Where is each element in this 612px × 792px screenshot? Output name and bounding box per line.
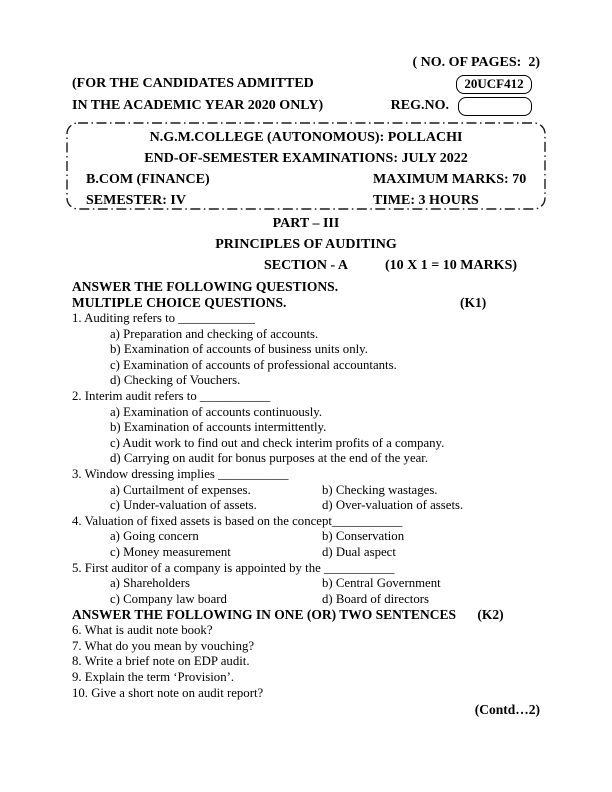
page-content bbox=[72, 52, 540, 718]
question-8: 8. Write a brief note on EDP audit. bbox=[72, 654, 250, 669]
part-title: PART – III bbox=[272, 216, 340, 231]
question-5-option-d: d) Board of directors bbox=[322, 591, 429, 606]
mcq-instruction-line bbox=[72, 295, 540, 311]
reg-no-label: REG.NO. bbox=[390, 98, 449, 113]
question-5: 5. First auditor of a company is appointed by the ___________ bbox=[72, 560, 395, 575]
admitted-line-1: (FOR THE CANDIDATES ADMITTED bbox=[72, 76, 314, 91]
section-label: SECTION - A bbox=[263, 258, 349, 273]
short-answer-instruction: ANSWER THE FOLLOWING IN ONE (OR) TWO SENTENCES bbox=[72, 607, 456, 623]
semester-row bbox=[66, 190, 546, 211]
section-marks: (10 X 1 = 10 MARKS) bbox=[385, 258, 518, 273]
college-name: N.G.M.COLLEGE (AUTONOMOUS): POLLACHI bbox=[149, 130, 463, 145]
admitted-line-2: IN THE ACADEMIC YEAR 2020 ONLY) bbox=[72, 98, 324, 113]
question-4-option-b: b) Conservation bbox=[322, 529, 405, 544]
header-row-2 bbox=[72, 95, 540, 117]
question-5-option-c: c) Company law board bbox=[110, 591, 227, 606]
question-9: 9. Explain the term ‘Provision’. bbox=[72, 670, 235, 685]
question-3: 3. Window dressing implies ___________ bbox=[72, 466, 289, 481]
question-4-option-c: c) Money measurement bbox=[110, 544, 231, 559]
question-4-options-row-1 bbox=[110, 529, 540, 545]
contd-note: (Contd…2) bbox=[474, 702, 540, 718]
question-2-option-c: c) Audit work to find out and check interim profits of a company. bbox=[110, 435, 445, 450]
question-1-option-c: c) Examination of accounts of professional accountants. bbox=[110, 357, 397, 372]
answer-instruction: ANSWER THE FOLLOWING QUESTIONS. bbox=[72, 279, 339, 294]
question-4-option-a: a) Going concern bbox=[110, 529, 199, 544]
section-line bbox=[72, 255, 540, 276]
question-5-options-row-1 bbox=[110, 576, 540, 592]
max-marks: MAXIMUM MARKS: 70 bbox=[373, 172, 527, 187]
question-7: 7. What do you mean by vouching? bbox=[72, 638, 255, 653]
question-1-option-d: d) Checking of Vouchers. bbox=[110, 373, 241, 388]
header-row-1 bbox=[72, 73, 540, 95]
question-4-option-d: d) Dual aspect bbox=[322, 544, 396, 559]
question-3-option-b: b) Checking wastages. bbox=[322, 482, 438, 497]
question-4: 4. Valuation of fixed assets is based on the concept___________ bbox=[72, 513, 403, 528]
question-6: 6. What is audit note book? bbox=[72, 623, 213, 638]
question-4-options-row-2 bbox=[110, 545, 540, 561]
question-1-option-a: a) Preparation and checking of accounts. bbox=[110, 326, 319, 341]
reg-no-group bbox=[391, 97, 540, 116]
question-2-option-d: d) Carrying on audit for bonus purposes at the end of the year. bbox=[110, 451, 429, 466]
exam-header-box bbox=[66, 122, 546, 210]
exam-title: END-OF-SEMESTER EXAMINATIONS: JULY 2022 bbox=[144, 151, 468, 166]
subject-title: PRINCIPLES OF AUDITING bbox=[215, 237, 397, 252]
semester: SEMESTER: IV bbox=[86, 193, 186, 208]
reg-no-box bbox=[458, 97, 532, 116]
k2-tag: (K2) bbox=[477, 607, 504, 623]
question-3-option-c: c) Under-valuation of assets. bbox=[110, 498, 257, 513]
question-3-options-row-2 bbox=[110, 498, 540, 514]
question-3-option-d: d) Over-valuation of assets. bbox=[322, 498, 464, 513]
question-3-option-a: a) Curtailment of expenses. bbox=[110, 482, 251, 497]
mcq-instruction: MULTIPLE CHOICE QUESTIONS. bbox=[72, 295, 287, 310]
question-3-options-row-1 bbox=[110, 483, 540, 499]
question-5-option-b: b) Central Government bbox=[322, 576, 441, 591]
course-code-box: 20UCF412 bbox=[456, 75, 532, 94]
program-row bbox=[66, 169, 546, 190]
program-name: B.COM (FINANCE) bbox=[86, 172, 210, 187]
question-10: 10. Give a short note on audit report? bbox=[72, 685, 264, 700]
question-2-option-a: a) Examination of accounts continuously. bbox=[110, 404, 323, 419]
exam-time: TIME: 3 HOURS bbox=[373, 193, 479, 208]
question-1: 1. Auditing refers to ____________ bbox=[72, 311, 256, 325]
k1-tag: (K1) bbox=[460, 295, 487, 310]
question-2-option-b: b) Examination of accounts intermittently. bbox=[110, 420, 327, 435]
questions-area bbox=[72, 311, 540, 701]
no-of-pages: ( NO. OF PAGES: 2) bbox=[412, 55, 540, 70]
question-2: 2. Interim audit refers to ___________ bbox=[72, 388, 271, 403]
question-5-options-row-2 bbox=[110, 592, 540, 608]
question-5-option-a: a) Shareholders bbox=[110, 576, 190, 591]
short-answer-instruction-line bbox=[72, 607, 540, 623]
question-1-option-b: b) Examination of accounts of business units only. bbox=[110, 342, 368, 357]
